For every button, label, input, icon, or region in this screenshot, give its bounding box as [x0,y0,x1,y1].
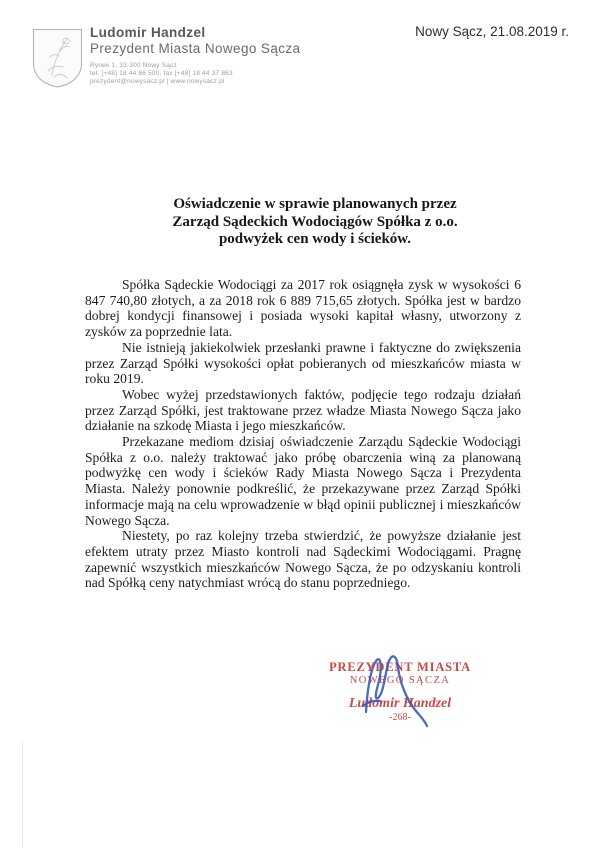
paragraph: Wobec wyżej przedstawionych faktów, podjęcie tego rodzaju działań przez Zarząd Spółki, jest traktowane przez władze Miasta Nowego Sącza jako działanie na szkodę Miasta i jego mieszkańców. [85,386,521,434]
stamp-signatory-name: Ludomir Handzel [348,696,452,711]
paragraph: Spółka Sądeckie Wodociągi za 2017 rok osiągnęła zysk w wysokości 6 847 740,80 złotych, a za 2018 rok 6 889 715,65 złotych. Spółka jest w bardzo dobrej kondycji finansowej i posiada wysoki kapitał własny, utworzony z zysków za poprzednie lata. [85,277,521,340]
stamp-office-line2: NOWEGO SĄCZA [349,675,451,686]
coat-of-arms-icon [30,27,85,89]
sender-name: Ludomir Handzel [90,25,206,40]
sender-address: Rynek 1, 33-300 Nowy Sącz [90,62,178,69]
paragraph: Niestety, po raz kolejny trzeba stwierdzić, że powyższe działanie jest efektem utraty przez Miasto kontroli nad Sądeckimi Wodociągami. Pragnę zapewnić wszystkich mieszkańców Nowego Sącza, że po odzyskaniu kontroli nad Spółką ceny natychmiast wrócą do stanu poprzedniego. [85,528,521,591]
sender-email-web: prezydent@nowysacz.pl | www.nowysacz.pl [90,77,225,85]
document-title-line1: Oświadczenie w sprawie planowanych przez [173,196,457,212]
stamp-office-line1: PREZYDENT MIASTA [329,660,471,674]
letterhead [90,25,300,85]
official-stamp [325,661,475,723]
sender-phone: tel. [+48] 18 44 86 500, fax [+48] 18 44 37 863 [90,69,233,77]
scan-artifact-line [22,742,23,848]
document-title [30,196,600,249]
paragraph: Przekazane mediom dzisiaj oświadczenie Zarządu Sądeckie Wodociągi Spółka z o.o. należy traktować jako próbę obarczenia winą za planowaną podwyżkę cen wody i ścieków Rady Miasta Nowego Sącza i Prezydenta Miasta. Należy ponownie podkreślić, że przekazywane przez Zarząd Spółki informacje mają na celu wprowadzenie w błąd opinii publicznej i mieszkańców Nowego Sącza. [85,434,521,528]
paragraph: Nie istnieją jakiekolwiek przesłanki prawne i faktyczne do zwiększenia przez Zarząd Spółki wysokości opłat pobieranych od mieszkańców miasta w roku 2019. [85,339,521,387]
sender-contact [90,62,300,85]
stamp-number: -268- [389,712,411,723]
place-and-date: Nowy Sącz, 21.08.2019 r. [415,24,569,39]
document-body [85,277,521,591]
sender-role: Prezydent Miasta Nowego Sącza [90,41,301,56]
document-title-line2: Zarząd Sądeckich Wodociągów Spółka z o.o. [172,213,458,230]
document-title-line3: podwyżek cen wody i ścieków. [218,231,412,247]
